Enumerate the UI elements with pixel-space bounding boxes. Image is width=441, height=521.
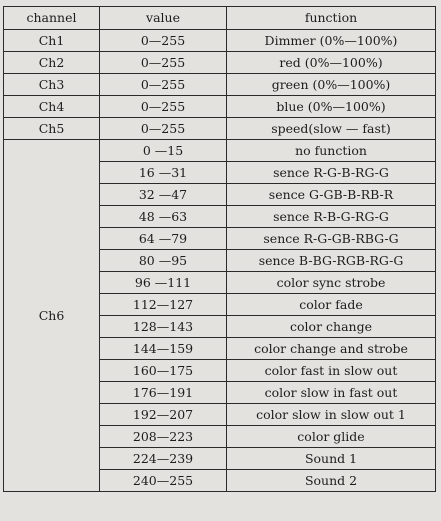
function-cell: color fade <box>227 294 436 316</box>
value-cell: 208—223 <box>100 426 227 448</box>
value-cell: 0—255 <box>100 96 227 118</box>
function-cell: sence B-BG-RGB-RG-G <box>227 250 436 272</box>
function-cell: color change <box>227 316 436 338</box>
function-cell: blue (0%—100%) <box>227 96 436 118</box>
function-cell: Dimmer (0%—100%) <box>227 30 436 52</box>
value-cell: 0 —15 <box>100 140 227 162</box>
value-cell: 176—191 <box>100 382 227 404</box>
value-cell: 0—255 <box>100 52 227 74</box>
function-cell: speed(slow — fast) <box>227 118 436 140</box>
function-cell: color slow in slow out 1 <box>227 404 436 426</box>
function-cell: color change and strobe <box>227 338 436 360</box>
channel-cell: Ch3 <box>4 74 100 96</box>
table-row-ch1 <box>4 30 436 52</box>
header-function: function <box>227 7 436 30</box>
value-cell: 160—175 <box>100 360 227 382</box>
value-cell: 0—255 <box>100 74 227 96</box>
table-row-ch6 <box>4 140 436 162</box>
table-row-ch4 <box>4 96 436 118</box>
value-cell: 0—255 <box>100 30 227 52</box>
function-cell: no function <box>227 140 436 162</box>
function-cell: Sound 2 <box>227 470 436 492</box>
table-row-ch5 <box>4 118 436 140</box>
function-cell: color fast in slow out <box>227 360 436 382</box>
value-cell: 240—255 <box>100 470 227 492</box>
function-cell: sence R-G-B-RG-G <box>227 162 436 184</box>
value-cell: 48 —63 <box>100 206 227 228</box>
function-cell: color slow in fast out <box>227 382 436 404</box>
value-cell: 128—143 <box>100 316 227 338</box>
header-channel: channel <box>4 7 100 30</box>
channel-cell: Ch1 <box>4 30 100 52</box>
value-cell: 32 —47 <box>100 184 227 206</box>
header-value: value <box>100 7 227 30</box>
header-row <box>4 7 436 30</box>
function-cell: color glide <box>227 426 436 448</box>
channel-cell: Ch5 <box>4 118 100 140</box>
value-cell: 0—255 <box>100 118 227 140</box>
value-cell: 192—207 <box>100 404 227 426</box>
value-cell: 96 —111 <box>100 272 227 294</box>
function-cell: sence R-G-GB-RBG-G <box>227 228 436 250</box>
dmx-channel-table <box>3 6 436 492</box>
channel-cell: Ch2 <box>4 52 100 74</box>
function-cell: sence G-GB-B-RB-R <box>227 184 436 206</box>
table-row-ch2 <box>4 52 436 74</box>
channel-cell: Ch4 <box>4 96 100 118</box>
function-cell: red (0%—100%) <box>227 52 436 74</box>
function-cell: Sound 1 <box>227 448 436 470</box>
value-cell: 112—127 <box>100 294 227 316</box>
function-cell: color sync strobe <box>227 272 436 294</box>
value-cell: 80 —95 <box>100 250 227 272</box>
value-cell: 144—159 <box>100 338 227 360</box>
value-cell: 64 —79 <box>100 228 227 250</box>
table-row-ch3 <box>4 74 436 96</box>
function-cell: sence R-B-G-RG-G <box>227 206 436 228</box>
function-cell: green (0%—100%) <box>227 74 436 96</box>
value-cell: 224—239 <box>100 448 227 470</box>
value-cell: 16 —31 <box>100 162 227 184</box>
channel-cell-ch6: Ch6 <box>4 140 100 492</box>
